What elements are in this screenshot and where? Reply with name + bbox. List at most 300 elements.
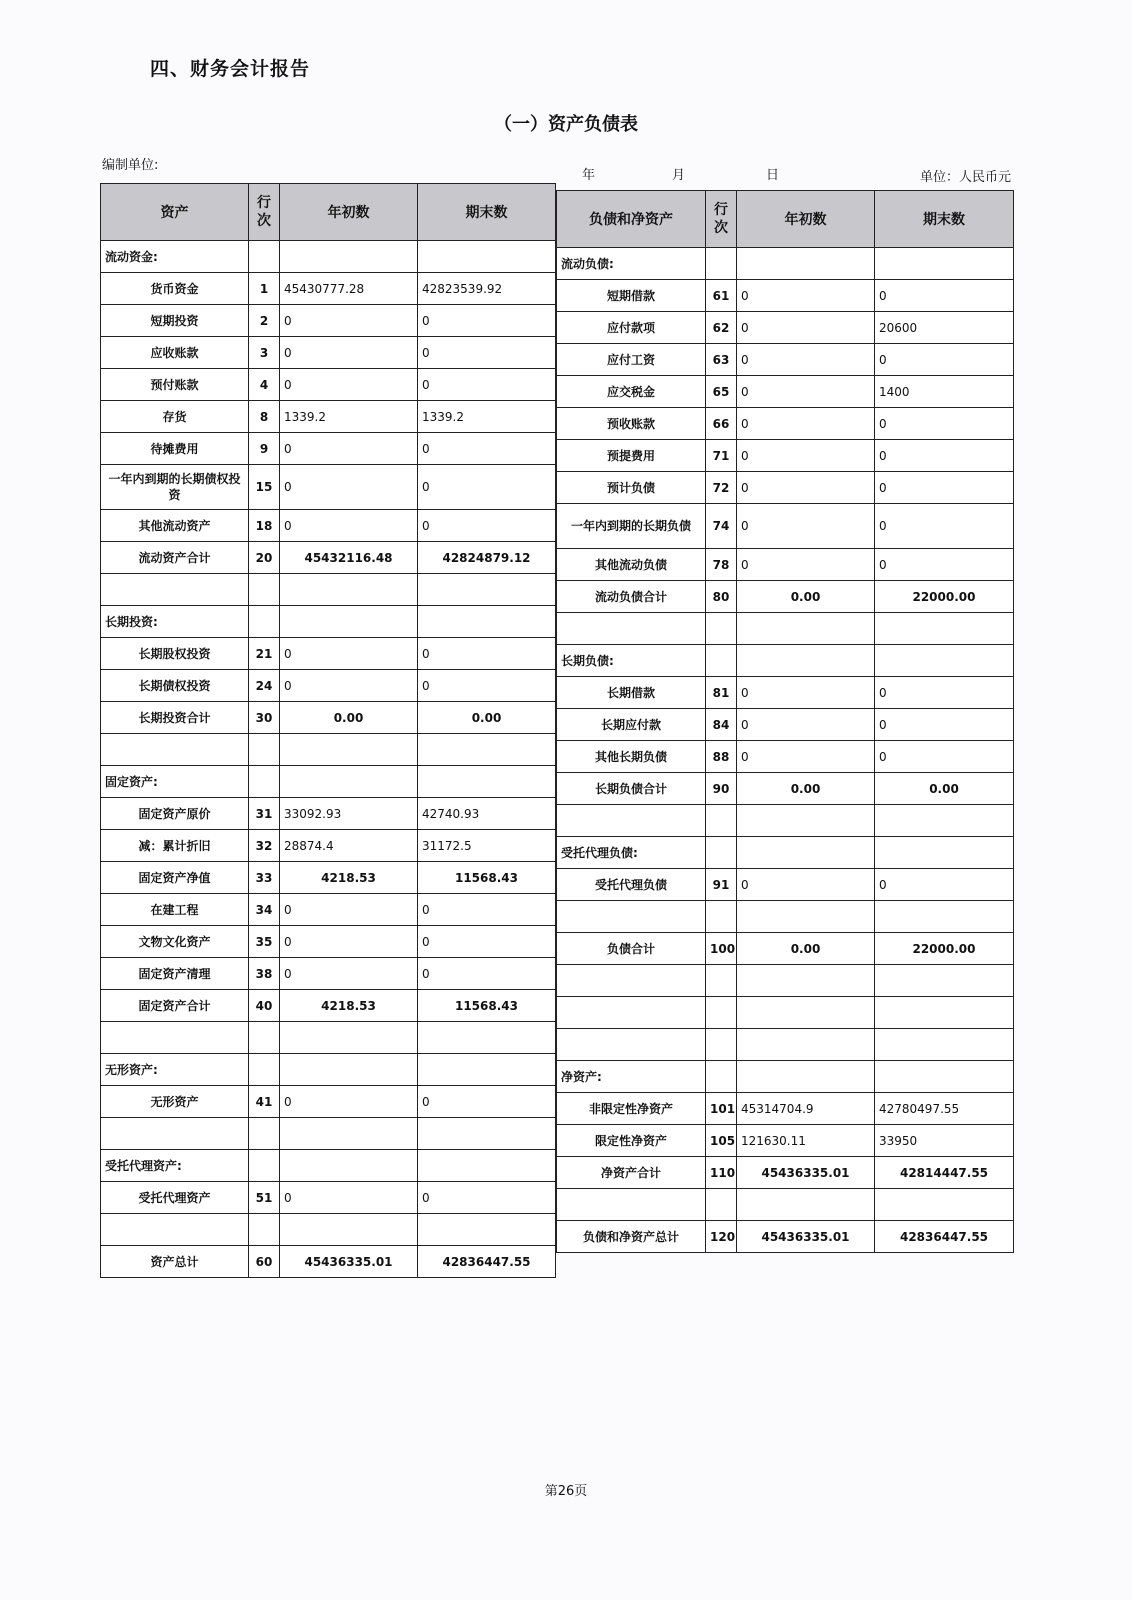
line-number: 84	[706, 709, 737, 741]
item-name: 流动资产合计	[101, 542, 249, 574]
begin-value: 0	[737, 408, 875, 440]
line-number: 105	[706, 1125, 737, 1157]
section-label: 受托代理资产:	[101, 1150, 249, 1182]
empty-cell	[249, 766, 280, 798]
empty-cell	[280, 574, 418, 606]
empty-cell	[280, 766, 418, 798]
item-name: 预计负债	[557, 472, 706, 504]
total-row	[101, 542, 556, 574]
section-label: 受托代理负债:	[557, 837, 706, 869]
item-name: 待摊费用	[101, 433, 249, 465]
begin-value: 0	[280, 638, 418, 670]
empty-cell	[706, 248, 737, 280]
empty-cell	[875, 1029, 1014, 1061]
table-row	[557, 741, 1014, 773]
line-number: 120	[706, 1221, 737, 1253]
table-title: （一）资产负债表	[494, 114, 638, 135]
table-row	[557, 1093, 1014, 1125]
year-label: 年	[582, 168, 596, 183]
begin-value: 45314704.9	[737, 1093, 875, 1125]
empty-cell	[418, 734, 556, 766]
item-name: 长期应付款	[557, 709, 706, 741]
table-row	[101, 433, 556, 465]
begin-value: 0	[280, 670, 418, 702]
empty-cell	[875, 248, 1014, 280]
item-name: 货币资金	[101, 273, 249, 305]
empty-cell	[418, 1054, 556, 1086]
begin-value: 0	[737, 440, 875, 472]
unit-label: 单位：人民币元	[920, 170, 1012, 185]
line-number: 90	[706, 773, 737, 805]
item-name: 非限定性净资产	[557, 1093, 706, 1125]
empty-cell	[557, 1189, 706, 1221]
empty-cell	[875, 1061, 1014, 1093]
empty-cell	[875, 901, 1014, 933]
item-name: 无形资产	[101, 1086, 249, 1118]
empty-cell	[737, 645, 875, 677]
total-row	[557, 773, 1014, 805]
line-number: 21	[249, 638, 280, 670]
empty-cell	[249, 241, 280, 273]
section-label: 长期负债:	[557, 645, 706, 677]
section-row	[101, 241, 556, 273]
table-row	[557, 344, 1014, 376]
end-value: 0	[875, 440, 1014, 472]
begin-value: 0.00	[737, 581, 875, 613]
empty-cell	[280, 1214, 418, 1246]
section-label: 流动负债:	[557, 248, 706, 280]
empty-cell	[737, 1061, 875, 1093]
item-name: 限定性净资产	[557, 1125, 706, 1157]
begin-value: 0	[737, 376, 875, 408]
line-number: 71	[706, 440, 737, 472]
end-value: 0	[875, 677, 1014, 709]
line-number: 2	[249, 305, 280, 337]
item-name: 受托代理负债	[557, 869, 706, 901]
empty-cell	[101, 1214, 249, 1246]
end-value: 33950	[875, 1125, 1014, 1157]
item-name: 固定资产合计	[101, 990, 249, 1022]
table-row	[101, 1086, 556, 1118]
end-value: 0	[418, 1086, 556, 1118]
empty-cell	[249, 606, 280, 638]
begin-value: 0	[280, 958, 418, 990]
end-value: 0	[418, 465, 556, 510]
begin-value: 1339.2	[280, 401, 418, 433]
begin-value: 0	[280, 1086, 418, 1118]
table-row	[557, 549, 1014, 581]
liabilities-header-begin: 年初数	[737, 191, 875, 248]
assets-table	[100, 183, 556, 1278]
item-name: 其他流动负债	[557, 549, 706, 581]
assets-header-name: 资产	[101, 184, 249, 241]
line-number: 100	[706, 933, 737, 965]
item-name: 文物文化资产	[101, 926, 249, 958]
total-row	[101, 1246, 556, 1278]
empty-cell	[101, 734, 249, 766]
empty-cell	[737, 248, 875, 280]
assets-header-line	[249, 184, 280, 241]
empty-cell	[249, 1214, 280, 1246]
table-row	[101, 798, 556, 830]
line-number: 8	[249, 401, 280, 433]
table-row	[101, 958, 556, 990]
empty-cell	[875, 645, 1014, 677]
item-name: 负债合计	[557, 933, 706, 965]
line-number: 33	[249, 862, 280, 894]
empty-cell	[418, 1150, 556, 1182]
section-label: 长期投资:	[101, 606, 249, 638]
table-row	[101, 1182, 556, 1214]
begin-value: 0	[737, 280, 875, 312]
begin-value: 0	[737, 472, 875, 504]
empty-cell	[280, 1022, 418, 1054]
begin-value: 0	[280, 305, 418, 337]
assets-header-line-top: 行	[257, 195, 271, 211]
table-row	[101, 337, 556, 369]
line-number: 40	[249, 990, 280, 1022]
line-number: 31	[249, 798, 280, 830]
line-number: 30	[249, 702, 280, 734]
section-row	[557, 248, 1014, 280]
total-row	[101, 702, 556, 734]
compiled-by-label: 编制单位:	[102, 158, 159, 173]
section-label: 流动资金:	[101, 241, 249, 273]
line-number: 80	[706, 581, 737, 613]
line-number: 1	[249, 273, 280, 305]
line-number: 35	[249, 926, 280, 958]
table-row	[101, 830, 556, 862]
line-number: 61	[706, 280, 737, 312]
section-label: 无形资产:	[101, 1054, 249, 1086]
liabilities-header-end: 期末数	[875, 191, 1014, 248]
liabilities-header-line-bottom: 次	[714, 220, 728, 236]
end-value: 1339.2	[418, 401, 556, 433]
assets-header-end: 期末数	[418, 184, 556, 241]
end-value: 0	[418, 958, 556, 990]
item-name: 固定资产原价	[101, 798, 249, 830]
empty-cell	[280, 1054, 418, 1086]
page-number: 第26页	[544, 1484, 588, 1499]
begin-value: 33092.93	[280, 798, 418, 830]
empty-cell	[249, 1150, 280, 1182]
assets-body	[101, 241, 556, 1278]
empty-cell	[418, 241, 556, 273]
item-name: 一年内到期的长期债权投资	[101, 465, 249, 510]
item-name: 其他长期负债	[557, 741, 706, 773]
begin-value: 0	[737, 549, 875, 581]
end-value: 0	[418, 510, 556, 542]
item-name: 流动负债合计	[557, 581, 706, 613]
begin-value: 0	[737, 344, 875, 376]
empty-cell	[706, 613, 737, 645]
section-label: 净资产:	[557, 1061, 706, 1093]
assets-header-row	[101, 184, 556, 241]
begin-value: 28874.4	[280, 830, 418, 862]
end-value: 0	[875, 709, 1014, 741]
end-value: 0	[418, 337, 556, 369]
end-value: 42814447.55	[875, 1157, 1014, 1189]
line-number: 38	[249, 958, 280, 990]
end-value: 0	[418, 926, 556, 958]
line-number: 34	[249, 894, 280, 926]
liabilities-header-line-top: 行	[714, 202, 728, 218]
end-value: 0	[875, 344, 1014, 376]
begin-value: 0	[280, 433, 418, 465]
end-value: 22000.00	[875, 933, 1014, 965]
item-name: 固定资产清理	[101, 958, 249, 990]
total-row	[557, 1221, 1014, 1253]
begin-value: 0	[737, 741, 875, 773]
total-row	[101, 990, 556, 1022]
item-name: 长期投资合计	[101, 702, 249, 734]
empty-cell	[737, 1029, 875, 1061]
line-number: 101	[706, 1093, 737, 1125]
line-number: 15	[249, 465, 280, 510]
blank-row	[101, 734, 556, 766]
end-value: 42740.93	[418, 798, 556, 830]
empty-cell	[418, 1214, 556, 1246]
begin-value: 0	[280, 1182, 418, 1214]
begin-value: 121630.11	[737, 1125, 875, 1157]
end-value: 42824879.12	[418, 542, 556, 574]
begin-value: 0	[280, 337, 418, 369]
item-name: 资产总计	[101, 1246, 249, 1278]
begin-value: 0	[737, 869, 875, 901]
empty-cell	[875, 837, 1014, 869]
line-number: 78	[706, 549, 737, 581]
end-value: 0	[418, 305, 556, 337]
empty-cell	[557, 901, 706, 933]
item-name: 长期借款	[557, 677, 706, 709]
empty-cell	[280, 734, 418, 766]
empty-cell	[737, 965, 875, 997]
empty-cell	[875, 613, 1014, 645]
item-name: 负债和净资产总计	[557, 1221, 706, 1253]
end-value: 0	[418, 433, 556, 465]
item-name: 应付工资	[557, 344, 706, 376]
item-name: 受托代理资产	[101, 1182, 249, 1214]
begin-value: 45430777.28	[280, 273, 418, 305]
table-row	[557, 312, 1014, 344]
liabilities-header-row	[557, 191, 1014, 248]
empty-cell	[737, 837, 875, 869]
empty-cell	[280, 1150, 418, 1182]
empty-cell	[280, 1118, 418, 1150]
line-number: 41	[249, 1086, 280, 1118]
item-name: 长期债权投资	[101, 670, 249, 702]
empty-cell	[557, 613, 706, 645]
section-row	[557, 837, 1014, 869]
table-row	[101, 369, 556, 401]
line-number: 51	[249, 1182, 280, 1214]
begin-value: 0.00	[737, 933, 875, 965]
item-name: 预提费用	[557, 440, 706, 472]
empty-cell	[280, 241, 418, 273]
empty-cell	[737, 613, 875, 645]
item-name: 长期负债合计	[557, 773, 706, 805]
begin-value: 0	[280, 894, 418, 926]
table-row	[101, 465, 556, 510]
table-row	[101, 638, 556, 670]
begin-value: 0	[280, 926, 418, 958]
item-name: 净资产合计	[557, 1157, 706, 1189]
empty-cell	[418, 1118, 556, 1150]
item-name: 减：累计折旧	[101, 830, 249, 862]
section-row	[101, 1150, 556, 1182]
empty-cell	[875, 965, 1014, 997]
item-name: 短期借款	[557, 280, 706, 312]
end-value: 20600	[875, 312, 1014, 344]
empty-cell	[557, 997, 706, 1029]
line-number: 110	[706, 1157, 737, 1189]
blank-row	[557, 997, 1014, 1029]
end-value: 11568.43	[418, 990, 556, 1022]
empty-cell	[249, 1022, 280, 1054]
assets-header-begin: 年初数	[280, 184, 418, 241]
empty-cell	[875, 1189, 1014, 1221]
end-value: 0	[418, 894, 556, 926]
liabilities-header-name: 负债和净资产	[557, 191, 706, 248]
empty-cell	[418, 574, 556, 606]
empty-cell	[249, 734, 280, 766]
day-label: 日	[766, 168, 780, 183]
table-row	[557, 677, 1014, 709]
end-value: 0	[875, 504, 1014, 549]
end-value: 42823539.92	[418, 273, 556, 305]
end-value: 0	[418, 670, 556, 702]
end-value: 0	[875, 408, 1014, 440]
table-row	[101, 510, 556, 542]
begin-value: 0	[280, 369, 418, 401]
item-name: 长期股权投资	[101, 638, 249, 670]
empty-cell	[706, 965, 737, 997]
line-number: 63	[706, 344, 737, 376]
item-name: 短期投资	[101, 305, 249, 337]
line-number: 20	[249, 542, 280, 574]
end-value: 0	[418, 369, 556, 401]
assets-header-line-bottom: 次	[257, 213, 271, 229]
end-value: 0.00	[875, 773, 1014, 805]
begin-value: 4218.53	[280, 990, 418, 1022]
blank-row	[101, 1022, 556, 1054]
empty-cell	[557, 965, 706, 997]
total-row	[557, 581, 1014, 613]
empty-cell	[249, 1054, 280, 1086]
item-name: 应付款项	[557, 312, 706, 344]
blank-row	[557, 613, 1014, 645]
table-row	[101, 670, 556, 702]
end-value: 0	[875, 869, 1014, 901]
end-value: 0	[875, 280, 1014, 312]
empty-cell	[875, 997, 1014, 1029]
section-row	[557, 1061, 1014, 1093]
blank-row	[101, 1118, 556, 1150]
end-value: 22000.00	[875, 581, 1014, 613]
blank-row	[557, 901, 1014, 933]
begin-value: 0	[737, 312, 875, 344]
blank-row	[557, 965, 1014, 997]
section-row	[101, 606, 556, 638]
line-number: 65	[706, 376, 737, 408]
line-number: 60	[249, 1246, 280, 1278]
line-number: 88	[706, 741, 737, 773]
end-value: 42836447.55	[875, 1221, 1014, 1253]
empty-cell	[280, 606, 418, 638]
table-row	[557, 408, 1014, 440]
blank-row	[101, 1214, 556, 1246]
month-label: 月	[672, 168, 686, 183]
empty-cell	[706, 805, 737, 837]
line-number: 32	[249, 830, 280, 862]
empty-cell	[706, 1061, 737, 1093]
section-row	[101, 1054, 556, 1086]
begin-value: 45436335.01	[280, 1246, 418, 1278]
total-row	[557, 933, 1014, 965]
begin-value: 0	[737, 504, 875, 549]
blank-row	[557, 1029, 1014, 1061]
total-row	[557, 1157, 1014, 1189]
end-value: 1400	[875, 376, 1014, 408]
begin-value: 0	[280, 465, 418, 510]
empty-cell	[101, 1022, 249, 1054]
empty-cell	[418, 1022, 556, 1054]
table-row	[557, 869, 1014, 901]
end-value: 0	[875, 549, 1014, 581]
table-row	[557, 440, 1014, 472]
empty-cell	[557, 805, 706, 837]
empty-cell	[737, 1189, 875, 1221]
line-number: 9	[249, 433, 280, 465]
line-number: 24	[249, 670, 280, 702]
end-value: 0	[418, 638, 556, 670]
empty-cell	[418, 766, 556, 798]
blank-row	[101, 574, 556, 606]
line-number: 66	[706, 408, 737, 440]
begin-value: 4218.53	[280, 862, 418, 894]
empty-cell	[706, 837, 737, 869]
empty-cell	[706, 1029, 737, 1061]
item-name: 在建工程	[101, 894, 249, 926]
liabilities-table	[556, 190, 1014, 1253]
section-label: 固定资产:	[101, 766, 249, 798]
empty-cell	[737, 901, 875, 933]
end-value: 0	[875, 741, 1014, 773]
table-row	[557, 709, 1014, 741]
end-value: 42780497.55	[875, 1093, 1014, 1125]
empty-cell	[101, 1118, 249, 1150]
item-name: 其他流动资产	[101, 510, 249, 542]
table-row	[557, 504, 1014, 549]
blank-row	[557, 1189, 1014, 1221]
line-number: 72	[706, 472, 737, 504]
empty-cell	[737, 805, 875, 837]
table-row	[557, 280, 1014, 312]
empty-cell	[737, 997, 875, 1029]
empty-cell	[706, 645, 737, 677]
begin-value: 45432116.48	[280, 542, 418, 574]
blank-row	[557, 805, 1014, 837]
line-number: 18	[249, 510, 280, 542]
table-row	[101, 926, 556, 958]
line-number: 62	[706, 312, 737, 344]
end-value: 11568.43	[418, 862, 556, 894]
empty-cell	[101, 574, 249, 606]
table-row	[557, 1125, 1014, 1157]
empty-cell	[875, 805, 1014, 837]
empty-cell	[706, 1189, 737, 1221]
end-value: 0	[418, 1182, 556, 1214]
